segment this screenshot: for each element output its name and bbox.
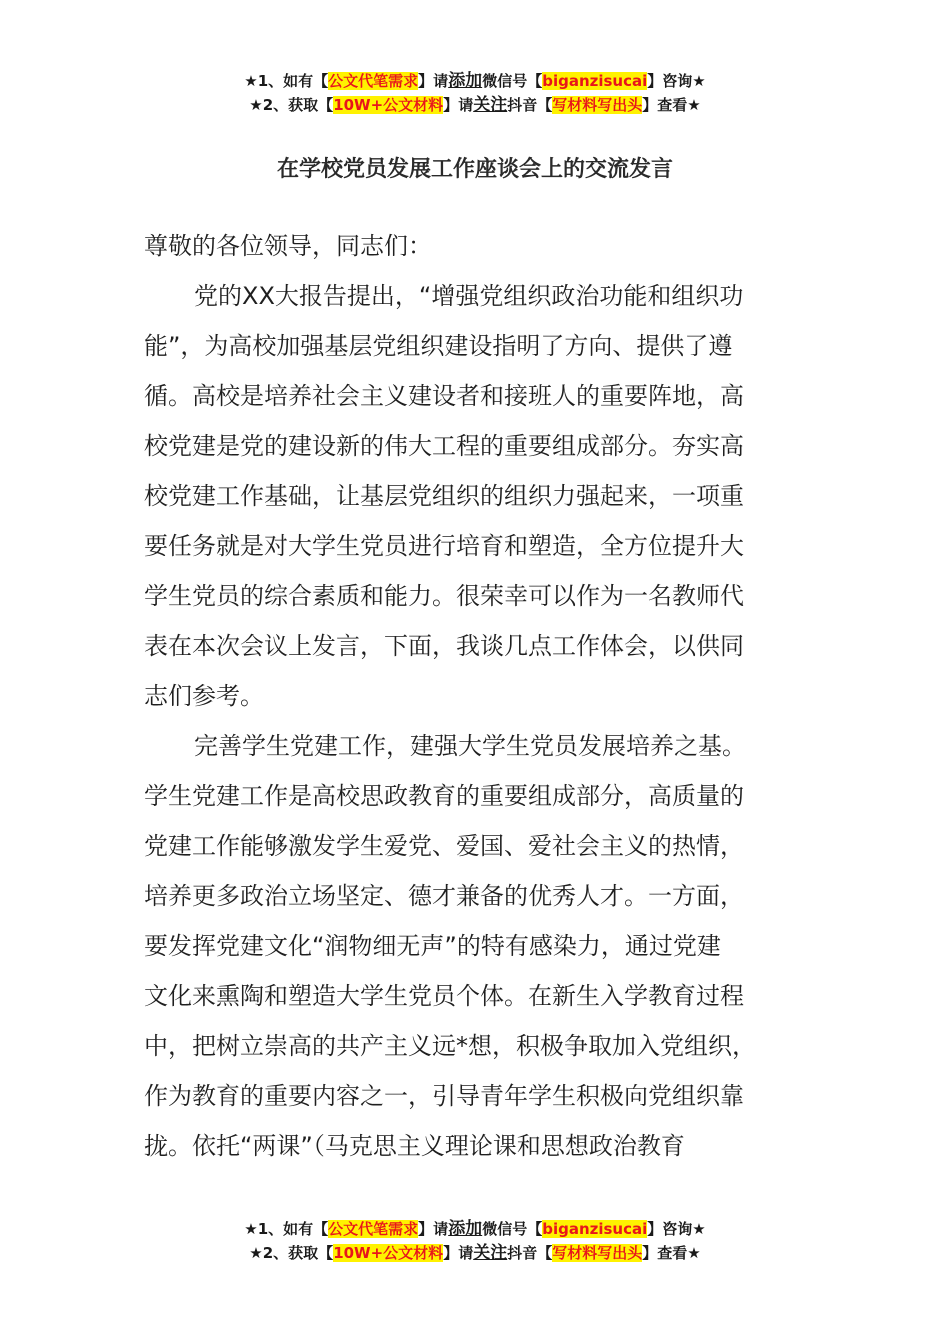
promo-text: ★2、获取【	[249, 1244, 334, 1262]
promo-text: 】请	[443, 96, 474, 114]
paragraph-line: 校党建是党的建设新的伟大工程的重要组成部分。夯实高	[144, 432, 744, 460]
promo-underlined: 关注	[473, 95, 508, 115]
promo-text: ★2、获取【	[249, 96, 334, 114]
header-promo-banner	[0, 69, 950, 117]
promo-underlined: 关注	[473, 1243, 508, 1263]
header-promo-line-2	[0, 93, 950, 117]
paragraph-line: 循。高校是培养社会主义建设者和接班人的重要阵地，高	[144, 382, 744, 410]
paragraph-line: 文化来熏陶和塑造大学生党员个体。在新生入学教育过程	[144, 982, 744, 1010]
paragraph-line: 党的XX大报告提出，“增强党组织政治功能和组织功	[194, 282, 744, 310]
paragraph-line: 校党建工作基础，让基层党组织的组织力强起来，一项重	[144, 482, 744, 510]
promo-highlight: 10W+公文材料	[333, 1244, 444, 1262]
paragraph-line: 学生党建工作是高校思政教育的重要组成部分，高质量的	[144, 782, 744, 810]
salutation: 尊敬的各位领导，同志们：	[144, 232, 432, 260]
promo-text: 】请	[418, 72, 449, 90]
promo-highlight: 公文代笔需求	[328, 1220, 419, 1238]
paragraph-line: 培养更多政治立场坚定、德才兼备的优秀人才。一方面，	[144, 882, 744, 910]
paragraph-line: 能”，为高校加强基层党组织建设指明了方向、提供了遵	[144, 332, 733, 360]
promo-underlined: 添加	[448, 1219, 483, 1239]
footer-promo-line-2	[0, 1241, 950, 1265]
promo-text: ★1、如有【	[244, 1220, 329, 1238]
paragraph-line: 志们参考。	[144, 682, 264, 710]
paragraph-line: 要任务就是对大学生党员进行培育和塑造，全方位提升大	[144, 532, 744, 560]
footer-promo-banner	[0, 1217, 950, 1265]
promo-douyin-id: 写材料写出头	[552, 1244, 643, 1262]
paragraph-line: 党建工作能够激发学生爱党、爱国、爱社会主义的热情，	[144, 832, 744, 860]
promo-text: ★1、如有【	[244, 72, 329, 90]
promo-underlined: 添加	[448, 71, 483, 91]
section-heading-line: 完善学生党建工作，建强大学生党员发展培养之基。	[194, 732, 746, 760]
paragraph-line: 要发挥党建文化“润物细无声”的特有感染力，通过党建	[144, 932, 721, 960]
promo-text: 微信号【	[482, 1220, 543, 1238]
paragraph-line: 学生党员的综合素质和能力。很荣幸可以作为一名教师代	[144, 582, 744, 610]
promo-wechat-id: biganzisucai	[542, 72, 648, 90]
paragraph-line: 拢。依托“两课”（马克思主义理论课和思想政治教育	[144, 1132, 685, 1160]
document-body	[144, 221, 809, 1171]
promo-wechat-id: biganzisucai	[542, 1220, 648, 1238]
promo-text: 】查看★	[642, 1244, 701, 1262]
paragraph-line: 表在本次会议上发言，下面，我谈几点工作体会，以供同	[144, 632, 744, 660]
promo-text: 抖音【	[507, 1244, 553, 1262]
promo-highlight: 公文代笔需求	[328, 72, 419, 90]
footer-promo-line-1	[0, 1217, 950, 1241]
document-title: 在学校党员发展工作座谈会上的交流发言	[276, 157, 673, 182]
promo-text: 微信号【	[482, 72, 543, 90]
header-promo-line-1	[0, 69, 950, 93]
promo-text: 】查看★	[642, 96, 701, 114]
promo-text: 】请	[418, 1220, 449, 1238]
promo-text: 】请	[443, 1244, 474, 1262]
paragraph-line: 作为教育的重要内容之一，引导青年学生积极向党组织靠	[144, 1082, 744, 1110]
promo-douyin-id: 写材料写出头	[552, 96, 643, 114]
paragraph-line: 中，把树立崇高的共产主义远*想，积极争取加入党组织，	[144, 1032, 756, 1060]
promo-text: 】咨询★	[647, 1220, 706, 1238]
promo-text: 抖音【	[507, 96, 553, 114]
promo-text: 】咨询★	[647, 72, 706, 90]
promo-highlight: 10W+公文材料	[333, 96, 444, 114]
